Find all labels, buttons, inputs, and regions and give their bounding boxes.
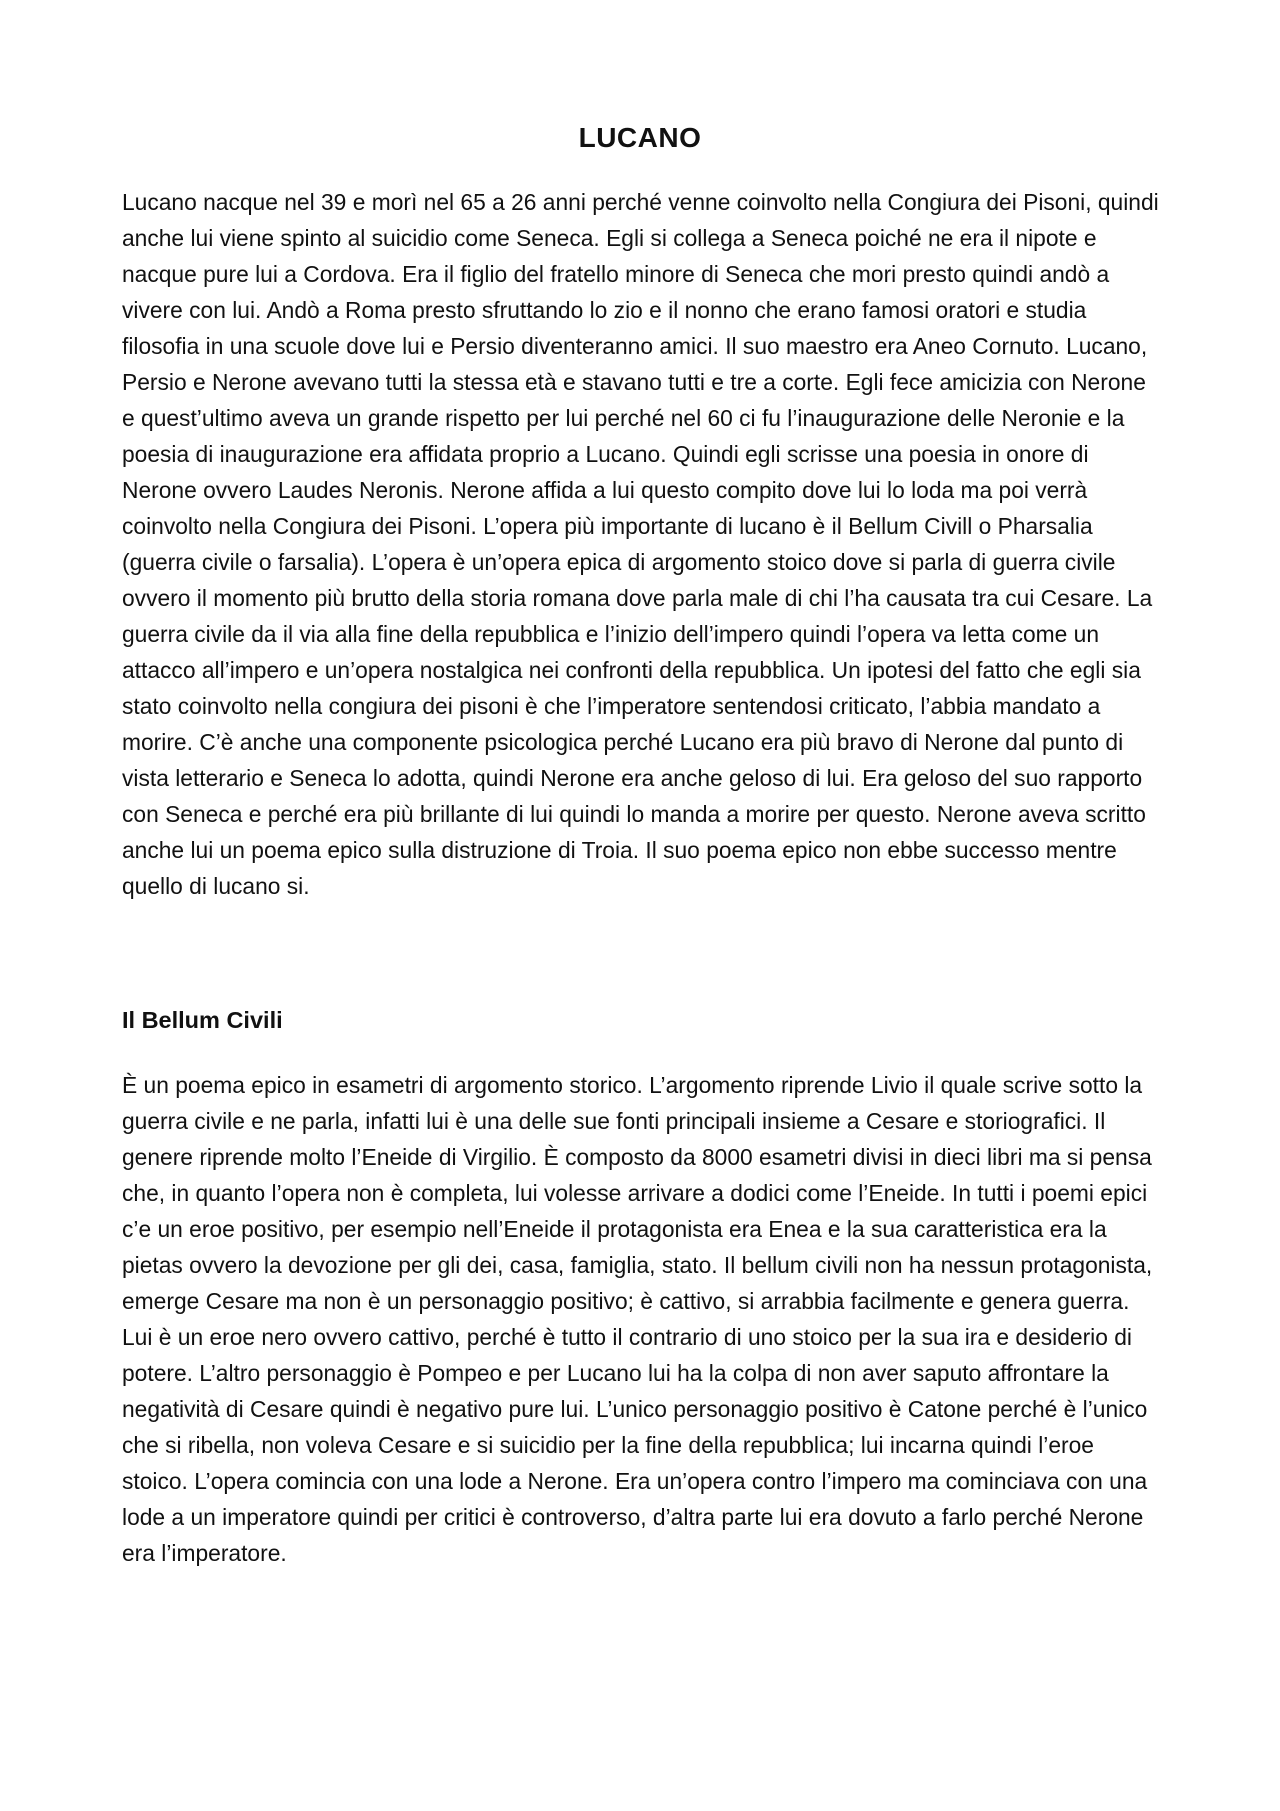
section-heading-bellum-civili: Il Bellum Civili (122, 1007, 283, 1033)
section-paragraph-bellum-civili: È un poema epico in esametri di argomento storico. L’argomento riprende Livio il quale scrive sotto la guerra civile e ne parla, infatti lui è una delle sue fonti principali insieme a Cesare e storiografici. Il genere riprende molto l’Eneide di Virgilio. È composto da 8000 esametri divisi in dieci libri ma si pensa che, in quanto l’opera non è completa, lui volesse arrivare a dodici come l’Eneide. In tutti i poemi epici c’e un eroe positivo, per esempio nell’Eneide il protagonista era Enea e la sua caratteristica era la pietas ovvero la devozione per gli dei, casa, famiglia, stato. Il bellum civili non ha nessun protagonista, emerge Cesare ma non è un personaggio positivo; è cattivo, si arrabbia facilmente e genera guerra. Lui è un eroe nero ovvero cattivo, perché è tutto il contrario di uno stoico per la sua ira e desiderio di potere. L’altro personaggio è Pompeo e per Lucano lui ha la colpa di non aver saputo affrontare la negatività di Cesare quindi è negativo pure lui. L’unico personaggio positivo è Catone perché è l’unico che si ribella, non voleva Cesare e si suicidio per la fine della repubblica; lui incarna quindi l’eroe stoico. L’opera comincia con una lode a Nerone. Era un’opera contro l’impero ma cominciava con una lode a un imperatore quindi per critici è controverso, d’altra parte lui era dovuto a farlo perché Nerone era l’imperatore. (122, 1072, 1153, 1566)
intro-paragraph: Lucano nacque nel 39 e morì nel 65 a 26 anni perché venne coinvolto nella Congiura dei Pisoni, quindi anche lui viene spinto al suicidio come Seneca. Egli si collega a Seneca poiché ne era il nipote e nacque pure lui a Cordova. Era il figlio del fratello minore di Seneca che mori presto quindi andò a vivere con lui. Andò a Roma presto sfruttando lo zio e il nonno che erano famosi oratori e studia filosofia in una scuole dove lui e Persio diventeranno amici. Il suo maestro era Aneo Cornuto. Lucano, Persio e Nerone avevano tutti la stessa età e stavano tutti e tre a corte. Egli fece amicizia con Nerone e quest’ultimo aveva un grande rispetto per lui perché nel 60 ci fu l’inaugurazione delle Neronie e la poesia di inaugurazione era affidata proprio a Lucano. Quindi egli scrisse una poesia in onore di Nerone ovvero Laudes Neronis. Nerone affida a lui questo compito dove lui lo loda ma poi verrà coinvolto nella Congiura dei Pisoni. L’opera più importante di lucano è il Bellum Civill o Pharsalia (guerra civile o farsalia). L’opera è un’opera epica di argomento stoico dove si parla di guerra civile ovvero il momento più brutto della storia romana dove parla male di chi l’ha causata tra cui Cesare. La guerra civile da il via alla fine della repubblica e l’inizio dell’impero quindi l’opera va letta come un attacco all’impero e un’opera nostalgica nei confronti della repubblica. Un ipotesi del fatto che egli sia stato coinvolto nella congiura dei pisoni è che l’imperatore sentendosi criticato, l’abbia mandato a morire. C’è anche una componente psicologica perché Lucano era più bravo di Nerone dal punto di vista letterario e Seneca lo adotta, quindi Nerone era anche geloso di lui. Era geloso del suo rapporto con Seneca e perché era più brillante di lui quindi lo manda a morire per questo. Nerone aveva scritto anche lui un poema epico sulla distruzione di Troia. Il suo poema epico non ebbe successo mentre quello di lucano si. (122, 189, 1159, 899)
page-title: LUCANO (578, 122, 702, 153)
